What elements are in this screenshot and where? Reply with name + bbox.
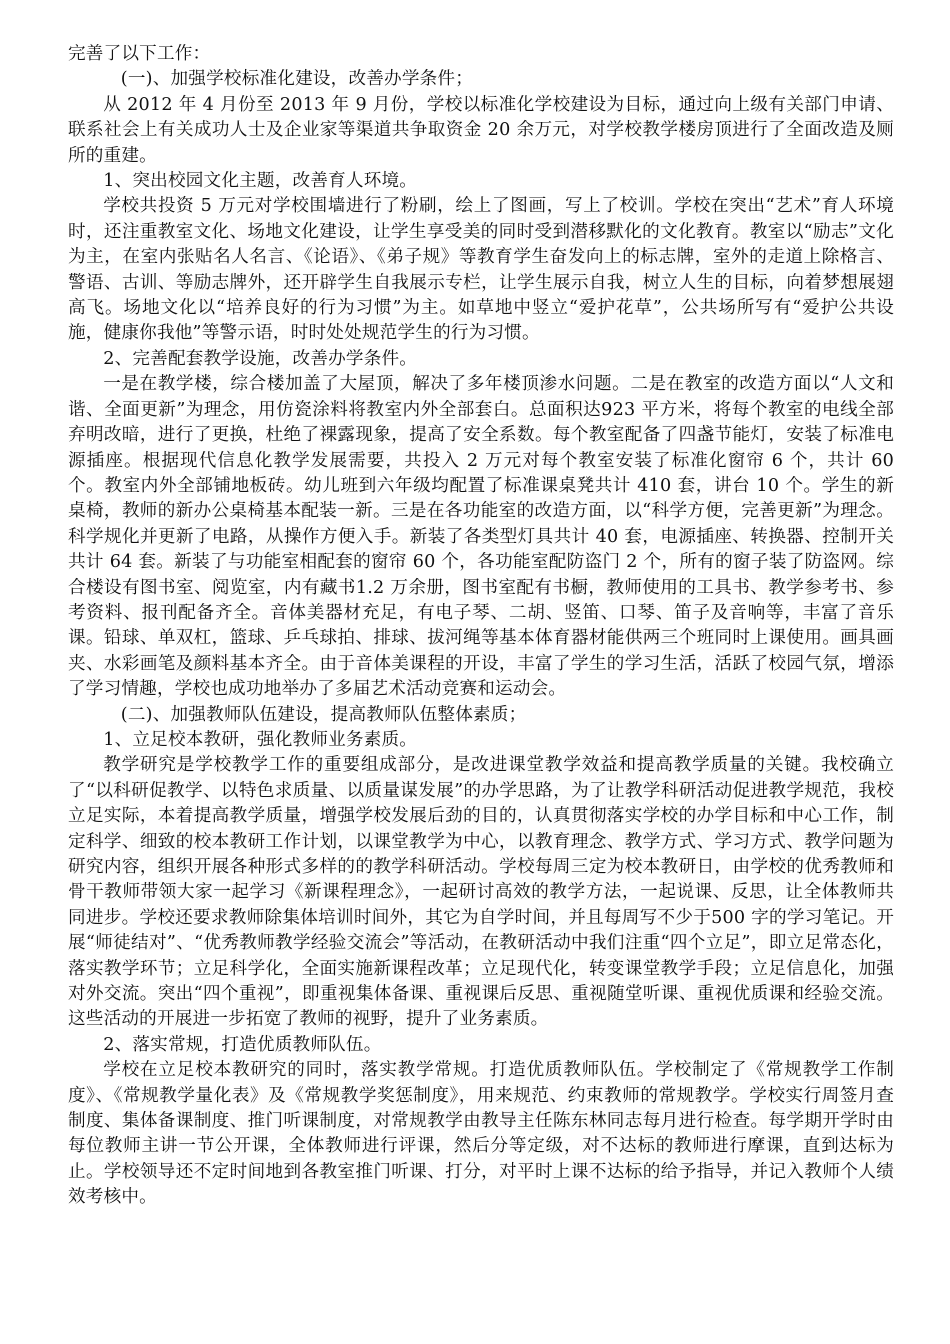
paragraph-teaching-research: 教学研究是学校教学工作的重要组成部分，是改进课堂教学效益和提高教学质量的关键。我校确立了“以科研促教学、以特色求质量、以质量谋发展”的办学思路，为了让教学科研活动促进教学规范，我校立足实际，本着提高教学质量，增强学校发展后劲的目的，认真贯彻落实学校的办学目标和中心工作，制定科学、细致的校本教研工作计划，以课堂教学为中心，以教育理念、教学方式、学习方式、教学问题为研究内容，组织开展各种形式多样的的教学科研活动。学校每周三定为校本教研日，由学校的优秀教师和骨干教师带领大家一起学习《新课程理念》，一起研讨高效的教学方法，一起说课、反思，让全体教师共同进步。学校还要求教师除集体培训时间外，其它为自学时间，并且每周写不少于500 字的学习笔记。开展“师徒结对”、“优秀教师教学经验交流会”等活动，在教研活动中我们注重“四个立足”，即立足常态化，落实教学环节；立足科学化，全面实施新课程改革；立足现代化，转变课堂教学手段；立足信息化，加强对外交流。突出“四个重视”，即重视集体备课、重视课后反思、重视随堂听课、重视优质课和经验交流。这些活动的开展进一步拓宽了教师的视野，提升了业务素质。 bbox=[68, 755, 894, 1030]
subheading-campus-culture: 1、突出校园文化主题，改善育人环境。 bbox=[103, 171, 418, 192]
section-heading-1: (一)、加强学校标准化建设，改善办学条件； bbox=[120, 69, 474, 90]
subheading-facilities: 2、完善配套教学设施，改善办学条件。 bbox=[103, 348, 418, 369]
subheading-teaching-research: 1、立足校本教研，强化教师业务素质。 bbox=[103, 729, 418, 750]
paragraph-routine: 学校在立足校本教研究的同时，落实教学常规。打造优质教师队伍。学校制定了《常规教学工作制度》、《常规教学量化表》及《常规教学奖惩制度》，用来规范、约束教师的常规教学。学校实行周签月查制度、集体备课制度、推门听课制度，对常规教学由教导主任陈东林同志每月进行检查。每学期开学时由每位教师主讲一节公开课，全体教师进行评课，然后分等定级，对不达标的教师进行摩课，直到达标为止。学校领导还不定时间地到各教室推门听课、打分，对平时上课不达标的给予指导，并记入教师个人绩效考核中。 bbox=[68, 1060, 894, 1208]
paragraph-campus-culture: 学校共投资 5 万元对学校围墙进行了粉刷，绘上了图画，写上了校训。学校在突出“艺术”育人环境时，还注重教室文化、场地文化建设，让学生享受美的同时受到潜移默化的文化教育。教室以“励志”文化为主，在室内张贴名人名言、《论语》、《弟子规》等教育学生奋发向上的标志牌，室外的走道上除格言、警语、古训、等励志牌外，还开辟学生自我展示专栏，让学生展示自我，树立人生的目标，向着梦想展翅高飞。场地文化以“培养良好的行为习惯”为主。如草地中竖立“爱护花草”，公共场所写有“爱护公共设施，健康你我他”等警示语，时时处处规范学生的行为习惯。 bbox=[68, 196, 894, 344]
subheading-routine: 2、落实常规，打造优质教师队伍。 bbox=[103, 1034, 382, 1055]
paragraph-facilities: 一是在教学楼，综合楼加盖了大屋顶，解决了多年楼顶渗水问题。二是在教室的改造方面以“人文和谐、全面更新”为理念，用仿瓷涂料将教室内外全部套白。总面积达923 平方米，将每个教室的电线全部弃明改暗，进行了更换，杜绝了裸露现象，提高了安全系数。每个教室配备了四盏节能灯，安装了标准电源插座。根据现代信息化教学发展需要，共投入 2 万元对每个教室安装了标准化窗帘 6 个，共计 60 个。教室内外全部铺地板砖。幼儿班到六年级均配置了标准课桌凳共计 410 套，讲台 10 个。学生的新桌椅，教师的新办公桌椅基本配装一新。三是在各功能室的改造方面，以“科学方便，完善更新”为理念。科学规化并更新了电路，从操作方便入手。新装了各类型灯具共计 40 套，电源插座、转换器、控制开关共计 64 套。新装了与功能室相配套的窗帘 60 个，各功能室配防盗门 2 个，所有的窗子装了防盗网。综合楼设有图书室、阅览室，内有藏书1.2 万余册，图书室配有书橱，教师使用的工具书、教学参考书、参考资料、报刊配备齐全。音体美器材充足，有电子琴、二胡、竖笛、口琴、笛子及音响等，丰富了音乐课。铅球、单双杠，篮球、乒乓球拍、排球、拔河绳等基本体育器材能供两三个班同时上课使用。画具画夹、水彩画笔及颜料基本齐全。由于音体美课程的开设，丰富了学生的学习生活，活跃了校园气氛，增添了学习情趣，学校也成功地举办了多届艺术活动竞赛和运动会。 bbox=[68, 374, 894, 700]
section-heading-2: (二)、加强教师队伍建设，提高教师队伍整体素质； bbox=[120, 704, 527, 725]
paragraph-intro: 完善了以下工作： bbox=[68, 44, 211, 64]
paragraph-funding: 从 2012 年 4 月份至 2013 年 9 月份，学校以标准化学校建设为目标，通过向上级有关部门申请、联系社会上有关成功人士及企业家等渠道共争取资金 20 余万元，对学校教学楼房顶进行了全面改造及厕所的重建。 bbox=[68, 94, 894, 166]
document-page bbox=[68, 42, 894, 1211]
